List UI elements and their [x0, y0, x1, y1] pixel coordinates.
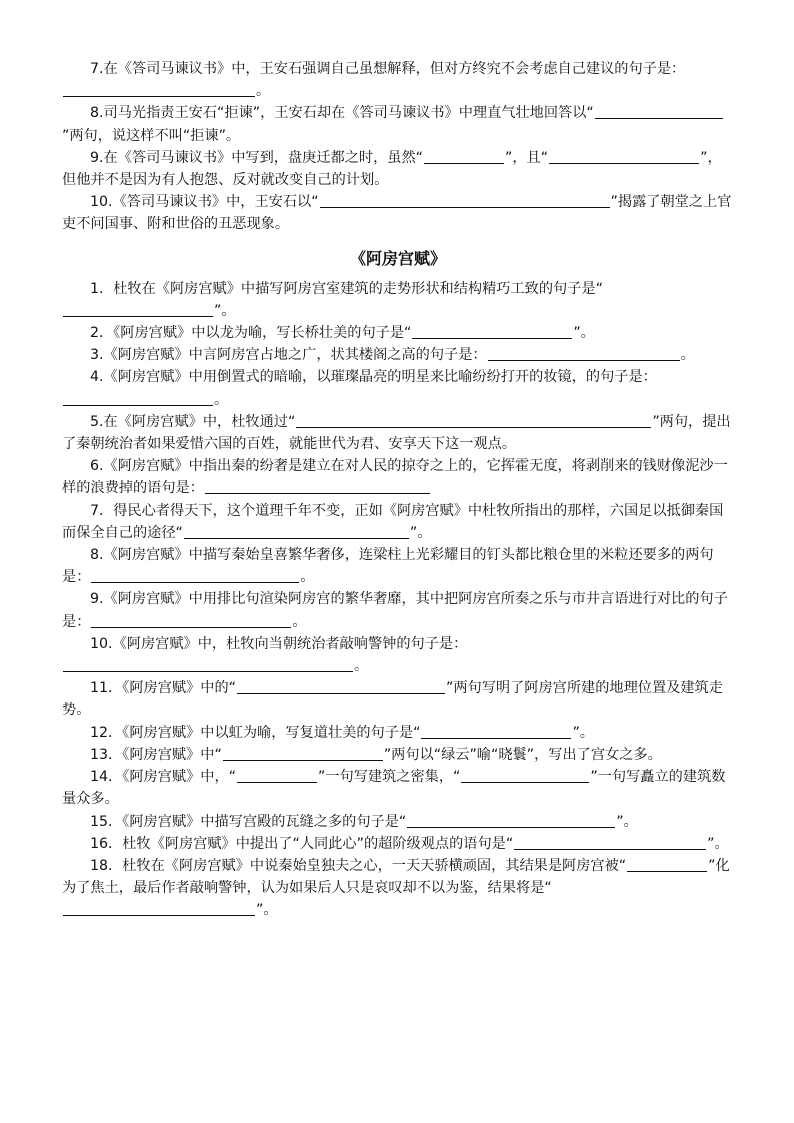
- question-item: 9.《阿房宫赋》中用排比句渲染阿房宫的繁华奢靡，其中把阿房宫所奏之乐与市井言语进行对比的句子是： 。: [62, 591, 728, 630]
- question-item: 12．《阿房宫赋》中以虹为喻，写复道壮美的句子是“ ”。: [90, 724, 594, 741]
- worksheet-page: [62, 58, 734, 922]
- answer-blank[interactable]: [461, 767, 589, 783]
- answer-blank[interactable]: [627, 856, 707, 872]
- answer-blank[interactable]: [205, 478, 430, 494]
- question-item: 7.在《答司马谏议书》中，王安石强调自己虽想解释，但对方终究不会考虑自己建议的句子是：。: [62, 58, 734, 102]
- answer-blank[interactable]: [237, 678, 445, 694]
- question-item: 1．杜牧在《阿房宫赋》中描写阿房宫室建筑的走势形状和结构精巧工致的句子是“”。: [62, 278, 734, 322]
- answer-blank[interactable]: [514, 834, 706, 850]
- answer-blank[interactable]: [320, 192, 610, 208]
- question-item: 8.《阿房宫赋》中描写秦始皇喜繁华奢侈，连梁柱上光彩耀目的钉头都比粮仓里的米粒还要多的两句是： 。: [62, 547, 714, 586]
- question-item: 8.司马光指责王安石“拒谏”，王安石却在《答司马谏议书》中理直气壮地回答以“”两句，说这样不叫“拒谏”。: [62, 102, 734, 146]
- question-item: 4.《阿房宫赋》中用倒置式的暗喻，以璀璨晶亮的明星来比喻纷纷打开的妆镜，的句子是：。: [62, 366, 734, 410]
- answer-blank[interactable]: [421, 723, 571, 739]
- answer-blank[interactable]: [184, 523, 409, 539]
- question-item: 2．《阿房宫赋》中以龙为喻，写长桥壮美的句子是“ ”。: [90, 325, 595, 342]
- answer-blank[interactable]: [63, 900, 255, 916]
- question-item: 11．《阿房宫赋》中的“ ”两句写明了阿房宫所建的地理位置及建筑走势。: [62, 680, 723, 719]
- answer-blank[interactable]: [63, 81, 255, 97]
- question-item: 16．杜牧《阿房宫赋》中提出了“人同此心”的超阶级观点的语句是“ ”。: [90, 835, 729, 852]
- answer-blank[interactable]: [595, 103, 723, 119]
- answer-blank[interactable]: [223, 745, 383, 761]
- answer-blank[interactable]: [63, 301, 213, 317]
- answer-blank[interactable]: [63, 656, 353, 672]
- question-item: 9.在《答司马谏议书》中写到，盘庚迁都之时，虽然“ ”，且“ ”，但他并不是因为有人抱怨、反对就改变自己的计划。: [62, 149, 722, 189]
- answer-blank[interactable]: [237, 767, 317, 783]
- answer-blank[interactable]: [424, 148, 504, 164]
- question-item: 13．《阿房宫赋》中“ ”两句以“绿云”喻“晓鬟”，写出了宫女之多。: [90, 746, 662, 763]
- question-item: 10.《阿房宫赋》中，杜牧向当朝统治者敲响警钟的句子是：。: [62, 633, 734, 677]
- answer-blank[interactable]: [407, 812, 615, 828]
- answer-blank[interactable]: [549, 148, 699, 164]
- question-item: 18．杜牧在《阿房宫赋》中说秦始皇独夫之心，一天天骄横顽固，其结果是阿房宫被“ ”化为了焦土，最后作者敲响警钟，认为如果后人只是哀叹却不以为鉴，结果将是“”。: [62, 857, 730, 919]
- answer-blank[interactable]: [63, 390, 213, 406]
- answer-blank[interactable]: [91, 612, 291, 628]
- question-item: 10.《答司马谏议书》中，王安石以“ ”揭露了朝堂之上官吏不问国事、附和世俗的丑恶现象。: [62, 194, 732, 233]
- section-title: 《阿房宫赋》: [349, 248, 446, 268]
- question-item: 3.《阿房宫赋》中言阿房宫占地之广，状其楼阁之高的句子是： 。: [90, 347, 695, 364]
- answer-blank[interactable]: [488, 345, 680, 361]
- answer-blank[interactable]: [296, 412, 651, 428]
- question-item: 15．《阿房宫赋》中描写宫殿的瓦缝之多的句子是“ ”。: [90, 813, 638, 830]
- question-item: 6.《阿房宫赋》中指出秦的纷奢是建立在对人民的掠夺之上的，它挥霍无度，将剥削来的钱财像泥沙一样的浪费掉的语句是：: [62, 458, 728, 497]
- answer-blank[interactable]: [412, 323, 572, 339]
- question-item: 7．得民心者得天下，这个道理千年不变，正如《阿房宫赋》中杜牧所指出的那样，六国足以抵御秦国而保全自己的途径“ ”。: [62, 502, 724, 541]
- answer-blank[interactable]: [91, 567, 299, 583]
- question-item: 14．《阿房宫赋》中，“ ”一句写建筑之密集，“ ”一句写矗立的建筑数量众多。: [62, 769, 726, 808]
- question-item: 5.在《阿房宫赋》中，杜牧通过“ ”两句，提出了秦朝统治者如果爱惜六国的百姓，就能世代为君、安享天下这一观点。: [62, 413, 731, 453]
